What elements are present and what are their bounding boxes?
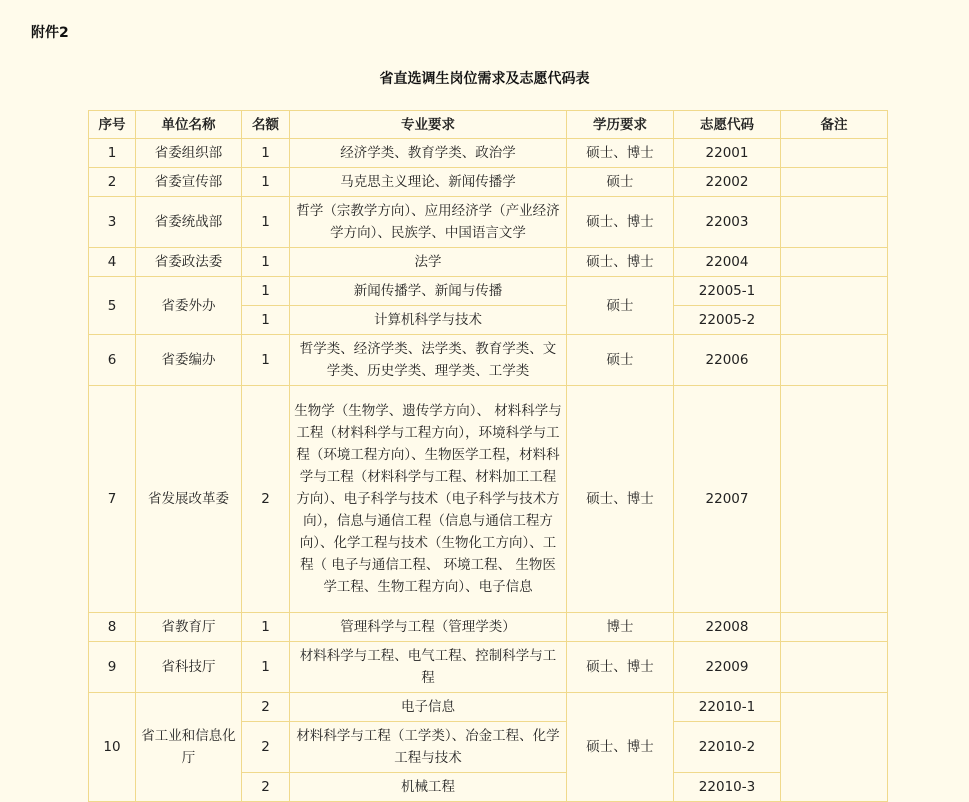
table-row [89,168,888,197]
table-row [89,613,888,642]
cell-unit: 省委政法委 [136,248,242,277]
table-row [89,335,888,386]
cell-code: 22007 [674,386,781,613]
cell-education: 博士 [567,613,674,642]
cell-unit: 省委组织部 [136,139,242,168]
cell-quota: 1 [242,613,290,642]
cell-unit: 省科技厅 [136,642,242,693]
cell-quota: 1 [242,248,290,277]
cell-code: 22003 [674,197,781,248]
document-title: 省直选调生岗位需求及志愿代码表 [379,71,590,87]
cell-major: 哲学（宗教学方向）、应用经济学（产业经济学方向）、民族学、中国语言文学 [290,197,567,248]
cell-quota: 1 [242,168,290,197]
cell-note [781,335,888,386]
cell-quota: 2 [242,773,290,802]
cell-education: 硕士 [567,168,674,197]
cell-code: 22005-2 [674,306,781,335]
cell-education: 硕士、博士 [567,197,674,248]
cell-major: 新闻传播学、新闻与传播 [290,277,567,306]
cell-education: 硕士 [567,277,674,335]
cell-unit: 省发展改革委 [136,386,242,613]
cell-major: 马克思主义理论、新闻传播学 [290,168,567,197]
cell-no: 6 [89,335,136,386]
cell-code: 22004 [674,248,781,277]
cell-quota: 1 [242,139,290,168]
cell-unit: 省委外办 [136,277,242,335]
cell-unit: 省委编办 [136,335,242,386]
cell-code: 22005-1 [674,277,781,306]
cell-note [781,642,888,693]
cell-education: 硕士、博士 [567,139,674,168]
header-code: 志愿代码 [674,111,781,139]
cell-no: 3 [89,197,136,248]
header-unit: 单位名称 [136,111,242,139]
cell-no: 5 [89,277,136,335]
cell-quota: 2 [242,386,290,613]
cell-quota: 2 [242,693,290,722]
cell-note [781,168,888,197]
cell-note [781,197,888,248]
cell-note [781,693,888,802]
cell-note [781,277,888,335]
cell-no: 10 [89,693,136,802]
cell-quota: 1 [242,306,290,335]
cell-major: 材料科学与工程（工学类）、冶金工程、化学工程与技术 [290,722,567,773]
cell-quota: 1 [242,277,290,306]
cell-code: 22006 [674,335,781,386]
table-row [89,197,888,248]
cell-code: 22010-2 [674,722,781,773]
cell-quota: 2 [242,722,290,773]
table-header-row [89,111,888,139]
cell-major: 计算机科学与技术 [290,306,567,335]
cell-code: 22009 [674,642,781,693]
cell-note [781,613,888,642]
table-row [89,139,888,168]
cell-major: 管理科学与工程（管理学类） [290,613,567,642]
cell-no: 9 [89,642,136,693]
cell-major: 法学 [290,248,567,277]
cell-major: 经济学类、教育学类、政治学 [290,139,567,168]
cell-no: 4 [89,248,136,277]
cell-note [781,248,888,277]
cell-note [781,386,888,613]
cell-education: 硕士、博士 [567,248,674,277]
cell-unit: 省工业和信息化厅 [136,693,242,802]
header-education: 学历要求 [567,111,674,139]
cell-quota: 1 [242,197,290,248]
cell-education: 硕士、博士 [567,693,674,802]
positions-table [88,110,888,802]
table-row [89,277,888,306]
table-row [89,642,888,693]
cell-major: 生物学（生物学、遗传学方向）、 材料科学与工程（材料科学与工程方向），环境科学与工程（环境工程方向）、生物医学工程，材料科学与工程（材料科学与工程、材料加工工程方向）、电子科学与技术（电子科学与技术方向），信息与通信工程（信息与通信工程方向）、化学工程与技术（生物化工方向）、工程（ 电子与通信工程、 环境工程、 生物医学工程、生物工程方向）、电子信息 [290,386,567,613]
cell-education: 硕士 [567,335,674,386]
table-row [89,693,888,722]
header-no: 序号 [89,111,136,139]
cell-major: 机械工程 [290,773,567,802]
cell-note [781,139,888,168]
cell-unit: 省委统战部 [136,197,242,248]
cell-no: 1 [89,139,136,168]
cell-unit: 省委宣传部 [136,168,242,197]
cell-code: 22001 [674,139,781,168]
cell-major: 材料科学与工程、电气工程、控制科学与工程 [290,642,567,693]
table-row [89,248,888,277]
attachment-label: 附件2 [31,25,69,41]
cell-no: 7 [89,386,136,613]
cell-code: 22010-1 [674,693,781,722]
header-major: 专业要求 [290,111,567,139]
cell-no: 8 [89,613,136,642]
cell-quota: 1 [242,642,290,693]
cell-code: 22010-3 [674,773,781,802]
cell-major: 哲学类、经济学类、法学类、教育学类、文学类、历史学类、理学类、工学类 [290,335,567,386]
cell-major: 电子信息 [290,693,567,722]
cell-code: 22008 [674,613,781,642]
cell-no: 2 [89,168,136,197]
header-note: 备注 [781,111,888,139]
header-quota: 名额 [242,111,290,139]
cell-code: 22002 [674,168,781,197]
cell-education: 硕士、博士 [567,386,674,613]
table-row [89,386,888,613]
cell-unit: 省教育厅 [136,613,242,642]
cell-quota: 1 [242,335,290,386]
cell-education: 硕士、博士 [567,642,674,693]
